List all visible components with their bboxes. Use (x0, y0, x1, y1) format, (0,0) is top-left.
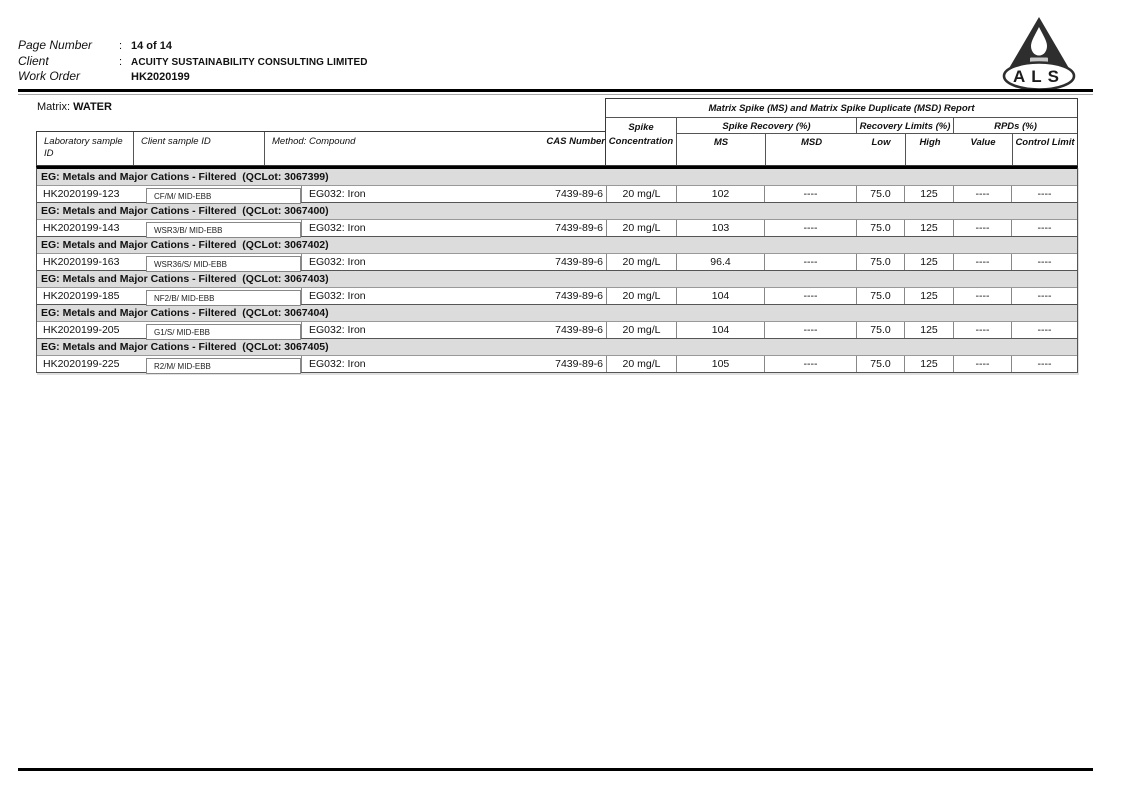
als-logo-icon (993, 13, 1085, 96)
right-header-panel (605, 98, 1078, 166)
cell-laboratory-sample-id: HK2020199-163 (43, 256, 120, 268)
qc-lot-group (37, 270, 1077, 304)
qc-lot-group (37, 304, 1077, 338)
cell-rpd-control-limit: ---- (1011, 254, 1077, 270)
cell-recovery-limit-low: 75.0 (856, 322, 904, 338)
page-number-colon: : (119, 40, 123, 52)
client-label: Client (18, 53, 49, 68)
cell-method-cas (301, 220, 606, 236)
col-header-high: High (905, 134, 954, 165)
cell-rpd-value: ---- (953, 254, 1011, 270)
cell-ms-recovery: 103 (676, 220, 764, 236)
client-sample-id-box: WSR3/B/ MID-EBB (146, 222, 301, 238)
cell-rpd-control-limit: ---- (1011, 322, 1077, 338)
client-value: ACUITY SUSTAINABILITY CONSULTING LIMITED (131, 56, 368, 68)
cell-cas-number: 7439-89-6 (555, 290, 603, 302)
table-row (37, 356, 1077, 372)
matrix-label: Matrix: (37, 101, 70, 113)
col-header-control-limit: Control Limit (1012, 134, 1077, 165)
cell-recovery-limit-low: 75.0 (856, 220, 904, 236)
col-header-value: Value (970, 137, 996, 148)
table-row (37, 288, 1077, 304)
cell-client-sample-id (146, 322, 301, 338)
header-divider-rule (18, 89, 1093, 95)
cell-ms-recovery: 96.4 (676, 254, 764, 270)
client-row (18, 54, 368, 70)
footer-rule (18, 768, 1093, 771)
cell-rpd-value: ---- (953, 356, 1011, 372)
cell-cas-number: 7439-89-6 (555, 222, 603, 234)
cell-laboratory-sample-id: HK2020199-143 (43, 222, 120, 234)
cell-recovery-limit-high: 125 (904, 254, 953, 270)
table-row (37, 186, 1077, 202)
cell-method-compound: EG032: Iron (309, 222, 366, 234)
cell-recovery-limit-high: 125 (904, 322, 953, 338)
cell-cas-number: 7439-89-6 (555, 188, 603, 200)
qc-lot-group (37, 169, 1077, 202)
cell-msd-recovery: ---- (764, 220, 856, 236)
work-order-row (18, 69, 368, 85)
cell-method-compound: EG032: Iron (309, 358, 366, 370)
client-sample-id-box: R2/M/ MID-EBB (146, 358, 301, 374)
client-sample-id-box: NF2/B/ MID-EBB (146, 290, 301, 306)
client-sample-id-box: G1/S/ MID-EBB (146, 324, 301, 340)
cell-rpd-control-limit: ---- (1011, 186, 1077, 202)
cell-laboratory-sample-id: HK2020199-205 (43, 324, 120, 336)
cell-method-compound: EG032: Iron (309, 290, 366, 302)
left-header-panel (36, 131, 605, 166)
cell-client-sample-id (146, 220, 301, 236)
group-header (37, 304, 1077, 322)
group-header (37, 270, 1077, 288)
table-row (37, 254, 1077, 270)
table-body (36, 166, 1078, 373)
page-number-label: Page Number (18, 38, 93, 52)
cell-rpd-value: ---- (953, 322, 1011, 338)
col-group-recovery-limits: Recovery Limits (%) (857, 118, 954, 134)
cell-method-cas (301, 288, 606, 304)
matrix-line (37, 101, 112, 113)
group-header (37, 236, 1077, 254)
col-header-cas-number: CAS Number (546, 136, 605, 147)
cell-recovery-limit-low: 75.0 (856, 356, 904, 372)
cell-rpd-value: ---- (953, 288, 1011, 304)
cell-ms-recovery: 104 (676, 322, 764, 338)
cell-msd-recovery: ---- (764, 254, 856, 270)
cell-rpd-control-limit: ---- (1011, 220, 1077, 236)
cell-rpd-value: ---- (953, 220, 1011, 236)
cell-rpd-value: ---- (953, 186, 1011, 202)
qc-lot-group (37, 236, 1077, 270)
group-header-label: EG: Metals and Major Cations - Filtered (QCLot: 3067405) (41, 341, 329, 353)
client-sample-id-box: CF/M/ MID-EBB (146, 188, 301, 204)
group-header-label: EG: Metals and Major Cations - Filtered (QCLot: 3067403) (41, 273, 329, 285)
cell-msd-recovery: ---- (764, 288, 856, 304)
right-columns (606, 118, 1077, 165)
work-order-value: HK2020199 (131, 71, 190, 83)
group-header (37, 202, 1077, 220)
work-order-label: Work Order (18, 69, 81, 83)
group-header-label: EG: Metals and Major Cations - Filtered (QCLot: 3067402) (41, 239, 329, 251)
cell-spike-concentration: 20 mg/L (606, 322, 676, 338)
cell-spike-concentration: 20 mg/L (606, 356, 676, 372)
col-group-spike-recovery: Spike Recovery (%) (677, 118, 857, 134)
page-number-value: 14 of 14 (131, 40, 172, 52)
als-logo-text: ALS (1013, 67, 1065, 86)
cell-method-compound: EG032: Iron (309, 256, 366, 268)
col-header-msd: MSD (765, 134, 857, 165)
group-header-label: EG: Metals and Major Cations - Filtered (QCLot: 3067399) (41, 171, 329, 183)
table-row (37, 220, 1077, 236)
cell-client-sample-id (146, 186, 301, 202)
document-header (18, 38, 368, 85)
cell-method-cas (301, 186, 606, 202)
table-row (37, 322, 1077, 338)
group-header (37, 169, 1077, 186)
qc-lot-group (37, 202, 1077, 236)
cell-ms-recovery: 105 (676, 356, 764, 372)
cell-recovery-limit-high: 125 (904, 356, 953, 372)
col-header-client-sample-id: Client sample ID (133, 132, 264, 165)
col-group-rpds: RPDs (%) (954, 118, 1077, 134)
cell-cas-number: 7439-89-6 (555, 324, 603, 336)
cell-recovery-limit-high: 125 (904, 186, 953, 202)
cell-cas-number: 7439-89-6 (555, 256, 603, 268)
cell-method-cas (301, 322, 606, 338)
cell-method-cas (301, 356, 606, 372)
report-title: Matrix Spike (MS) and Matrix Spike Duplicate (MSD) Report (606, 99, 1077, 118)
cell-rpd-control-limit: ---- (1011, 288, 1077, 304)
cell-recovery-limit-low: 75.0 (856, 288, 904, 304)
cell-ms-recovery: 104 (676, 288, 764, 304)
cell-spike-concentration: 20 mg/L (606, 288, 676, 304)
cell-client-sample-id (146, 254, 301, 270)
cell-laboratory-sample-id: HK2020199-225 (43, 358, 120, 370)
col-header-spike-concentration: Spike Concentration (606, 118, 677, 165)
cell-msd-recovery: ---- (764, 356, 856, 372)
cell-method-cas (301, 254, 606, 270)
cell-recovery-limit-low: 75.0 (856, 186, 904, 202)
cell-msd-recovery: ---- (764, 322, 856, 338)
method-compound-label: Method: Compound (272, 136, 356, 147)
cell-msd-recovery: ---- (764, 186, 856, 202)
cell-cas-number: 7439-89-6 (555, 358, 603, 370)
client-colon: : (119, 55, 123, 68)
group-header (37, 338, 1077, 356)
cell-recovery-limit-high: 125 (904, 288, 953, 304)
cell-client-sample-id (146, 356, 301, 372)
client-sample-id-box: WSR36/S/ MID-EBB (146, 256, 301, 272)
page-number-row (18, 38, 368, 54)
cell-spike-concentration: 20 mg/L (606, 220, 676, 236)
group-header-label: EG: Metals and Major Cations - Filtered (QCLot: 3067400) (41, 205, 329, 217)
cell-recovery-limit-high: 125 (904, 220, 953, 236)
cell-client-sample-id (146, 288, 301, 304)
col-header-ms: MS (713, 137, 729, 148)
cell-recovery-limit-low: 75.0 (856, 254, 904, 270)
cell-method-compound: EG032: Iron (309, 188, 366, 200)
col-header-low: Low (871, 137, 891, 148)
cell-method-compound: EG032: Iron (309, 324, 366, 336)
cell-rpd-control-limit: ---- (1011, 356, 1077, 372)
matrix-value: WATER (73, 101, 112, 113)
cell-laboratory-sample-id: HK2020199-185 (43, 290, 120, 302)
cell-spike-concentration: 20 mg/L (606, 254, 676, 270)
qc-lot-group (37, 338, 1077, 372)
group-header-label: EG: Metals and Major Cations - Filtered (QCLot: 3067404) (41, 307, 329, 319)
cell-laboratory-sample-id: HK2020199-123 (43, 188, 120, 200)
col-header-method-compound (264, 132, 605, 165)
cell-ms-recovery: 102 (676, 186, 764, 202)
cell-spike-concentration: 20 mg/L (606, 186, 676, 202)
col-header-laboratory-sample-id: Laboratory sample ID (44, 136, 123, 159)
